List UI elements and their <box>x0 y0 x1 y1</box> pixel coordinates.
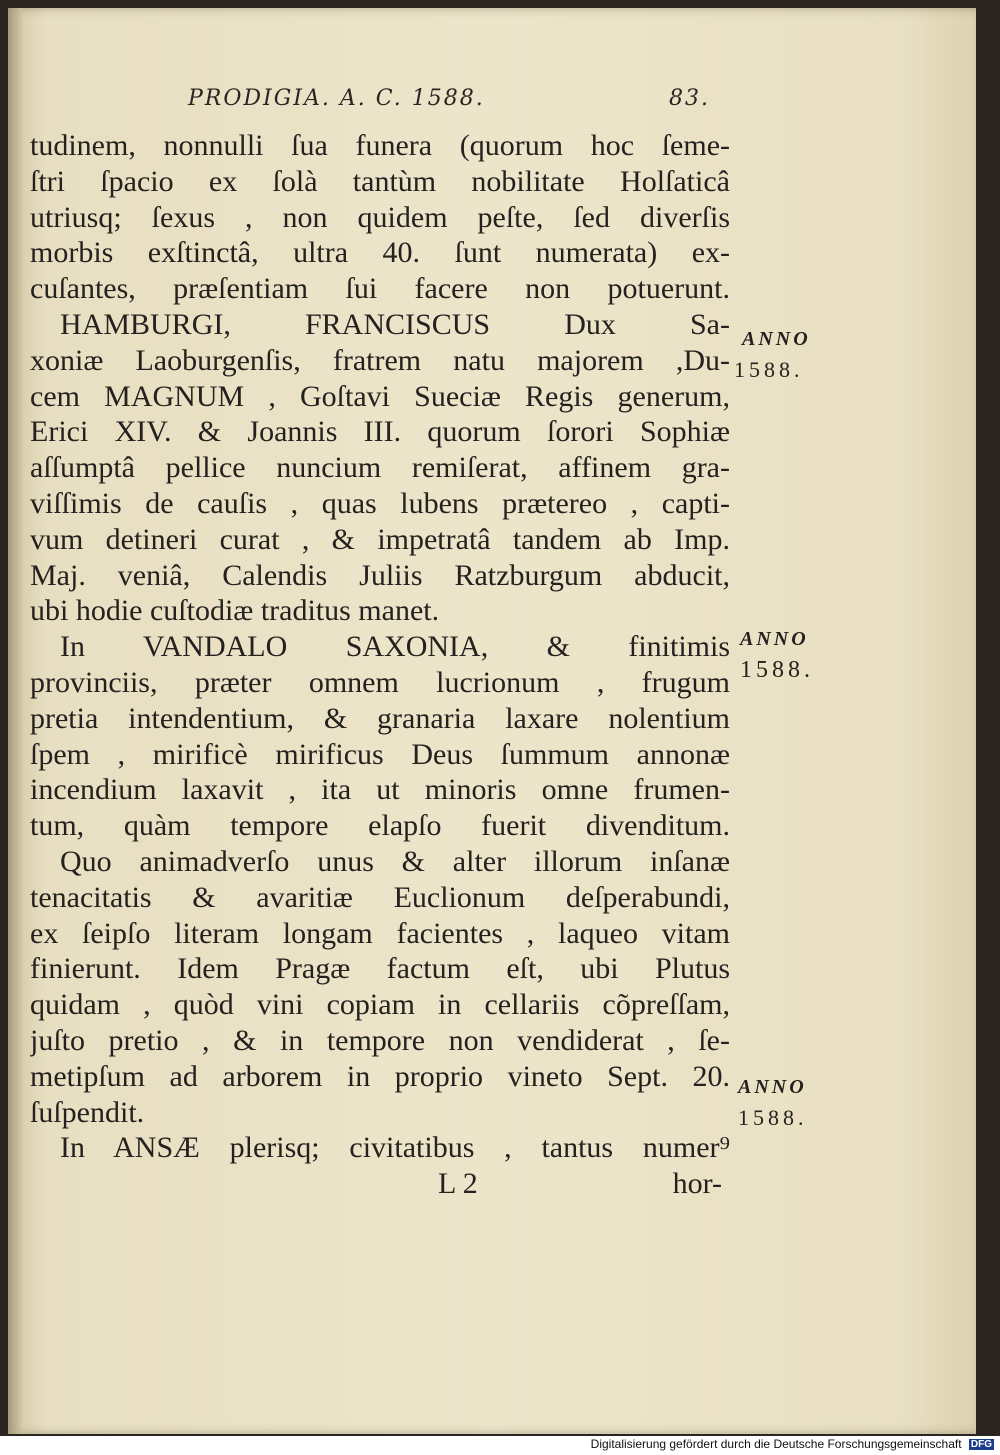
running-title: PRODIGIA. A. C. 1588. <box>188 86 485 111</box>
margin-note-year: 1588. <box>738 1105 808 1130</box>
text-line: ſuſpendit. <box>30 1095 145 1129</box>
text-line: finierunt. Idem Pragæ factum eſt, ubi Plutus <box>30 952 730 986</box>
text-line: In VANDALO SAXONIA, & finitimis <box>60 630 730 664</box>
text-line: vum detineri curat , & impetratâ tandem ab Imp. <box>30 522 730 556</box>
funding-credit-text: Digitalisierung gefördert durch die Deutsche Forschungsgemeinschaft <box>590 1437 962 1451</box>
text-line: aſſumptâ pellice nuncium remiſerat, affinem gra- <box>30 451 730 485</box>
text-line: juſto pretio , & in tempore non vendiderat , ſe- <box>30 1023 730 1057</box>
signature-mark: L 2 <box>438 1167 478 1201</box>
catchword-line <box>30 1166 730 1202</box>
text-line: provinciis, præter omnem lucrionum , frugum <box>30 665 730 699</box>
catchword: hor- <box>672 1167 722 1201</box>
margin-note-year: 1588. <box>734 357 804 382</box>
margin-note-anno-3 <box>738 1076 808 1131</box>
main-text-block <box>30 128 730 1202</box>
text-line: Erici XIV. & Joannis III. quorum ſorori Sophiæ <box>30 415 730 449</box>
text-line: pretia intendentium, & granaria laxare nolentium <box>30 701 730 735</box>
text-line: tudinem, nonnulli ſua funera (quorum hoc ſeme- <box>30 129 730 162</box>
text-line: xoniæ Laoburgenſis, fratrem natu majorem ,Du- <box>30 343 730 377</box>
text-line: incendium laxavit , ita ut minoris omne frumen- <box>30 773 730 807</box>
text-line: ſtri ſpacio ex ſolà tantùm nobilitate Holſaticâ <box>30 164 730 198</box>
text-line: Quo animadverſo unus & alter illorum inſanæ <box>60 844 730 878</box>
text-line: morbis exſtinctâ, ultra 40. ſunt numerata) ex- <box>30 236 730 270</box>
dfg-logo: DFG <box>970 1439 992 1451</box>
text-line: In ANSÆ plerisq; civitatibus , tantus numer⁹ <box>60 1131 730 1165</box>
funding-credit <box>591 1437 994 1451</box>
text-line: HAMBURGI, FRANCISCUS Dux Sa- <box>60 307 730 341</box>
footer-bar <box>0 1436 1000 1455</box>
text-line: tenacitatis & avaritiæ Euclionum deſperabundi, <box>30 880 730 914</box>
margin-note-label: ANNO <box>740 628 809 650</box>
text-line: ex ſeipſo literam longam facientes , laqueo vitam <box>30 916 730 950</box>
page-number: 83. <box>669 86 710 111</box>
page-gutter-shadow <box>8 8 22 1434</box>
text-line: tum, quàm tempore elapſo fuerit divenditum. <box>30 809 730 843</box>
margin-note-anno-1 <box>734 328 811 383</box>
text-line: cem MAGNUM , Goſtavi Sueciæ Regis generum, <box>30 379 730 413</box>
text-line: metipſum ad arborem in proprio vineto Sept. 20. <box>30 1059 730 1093</box>
margin-note-label: ANNO <box>738 1076 807 1098</box>
running-header <box>188 86 710 120</box>
text-line: quidam , quòd vini copiam in cellariis cõpreſſam, <box>30 988 730 1022</box>
text-line: cuſantes, præſentiam ſui facere non potuerunt. <box>30 272 730 306</box>
text-line: Maj. veniâ, Calendis Juliis Ratzburgum abducit, <box>30 558 730 592</box>
text-line: utriusq; ſexus , non quidem peſte, ſed diverſis <box>30 200 730 234</box>
text-line: viſſimis de cauſis , quas lubens prætereo , capti- <box>30 486 730 520</box>
margin-note-label: ANNO <box>742 328 811 350</box>
text-line: ſpem , mirificè mirificus Deus ſummum annonæ <box>30 737 730 771</box>
text-line: ubi hodie cuſtodiæ traditus manet. <box>30 594 440 628</box>
margin-note-year: 1588. <box>740 657 814 683</box>
margin-note-anno-2 <box>740 628 814 684</box>
